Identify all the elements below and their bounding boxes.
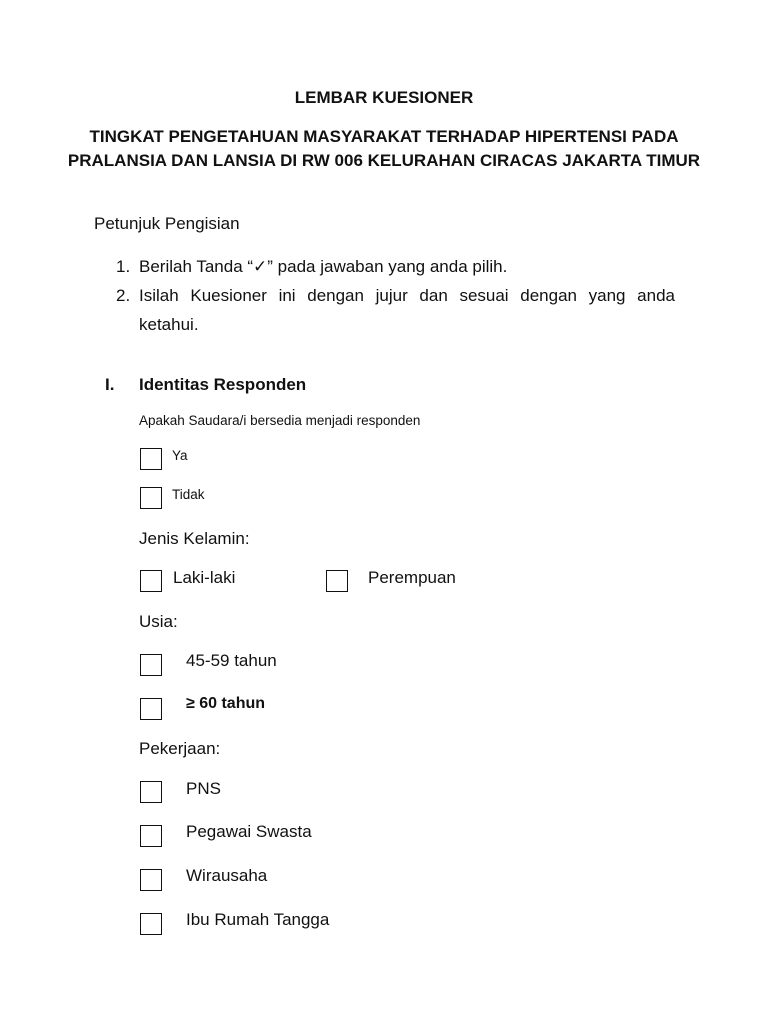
age-45-59-checkbox[interactable] [140,654,162,676]
instruction-text: Isilah Kuesioner ini dengan jujur dan sesuai dengan yang anda ketahui. [139,286,675,334]
section-number: I. [105,375,115,394]
page-title: LEMBAR KUESIONER [294,88,474,107]
occupation-housewife-label: Ibu Rumah Tangga [186,910,330,929]
occupation-entrepreneur-checkbox[interactable] [140,869,162,891]
gender-female-label: Perempuan [368,568,456,587]
occupation-private-employee-label: Pegawai Swasta [186,822,312,841]
occupation-entrepreneur-label: Wirausaha [186,866,268,885]
occupation-pns-label: PNS [186,779,221,798]
gender-female-checkbox[interactable] [326,570,348,592]
age-60-plus-checkbox[interactable] [140,698,162,720]
age-label: Usia: [139,612,178,631]
section-heading: Identitas Responden [139,375,307,394]
instruction-text: Berilah Tanda “✓” pada jawaban yang anda pilih. [139,257,508,276]
gender-male-label: Laki-laki [173,568,236,587]
instructions-heading: Petunjuk Pengisian [94,214,240,233]
instruction-number: 2. [116,286,131,305]
consent-question: Apakah Saudara/i bersedia menjadi responden [139,413,421,428]
occupation-pns-checkbox[interactable] [140,781,162,803]
gender-male-checkbox[interactable] [140,570,162,592]
occupation-label: Pekerjaan: [139,739,221,758]
occupation-private-employee-checkbox[interactable] [140,825,162,847]
page-subtitle: TINGKAT PENGETAHUAN MASYARAKAT TERHADAP HIPERTENSI PADA PRALANSIA DAN LANSIA DI RW 006 KELURAHAN CIRACAS JAKARTA TIMUR [67,127,701,170]
consent-yes-checkbox[interactable] [140,448,162,470]
consent-no-checkbox[interactable] [140,487,162,509]
occupation-housewife-checkbox[interactable] [140,913,162,935]
age-60-plus-label: ≥ 60 tahun [186,695,266,712]
age-45-59-label: 45-59 tahun [186,651,277,670]
gender-label: Jenis Kelamin: [139,529,250,548]
consent-yes-label: Ya [172,448,188,463]
consent-no-label: Tidak [172,487,205,502]
instruction-number: 1. [116,257,131,276]
